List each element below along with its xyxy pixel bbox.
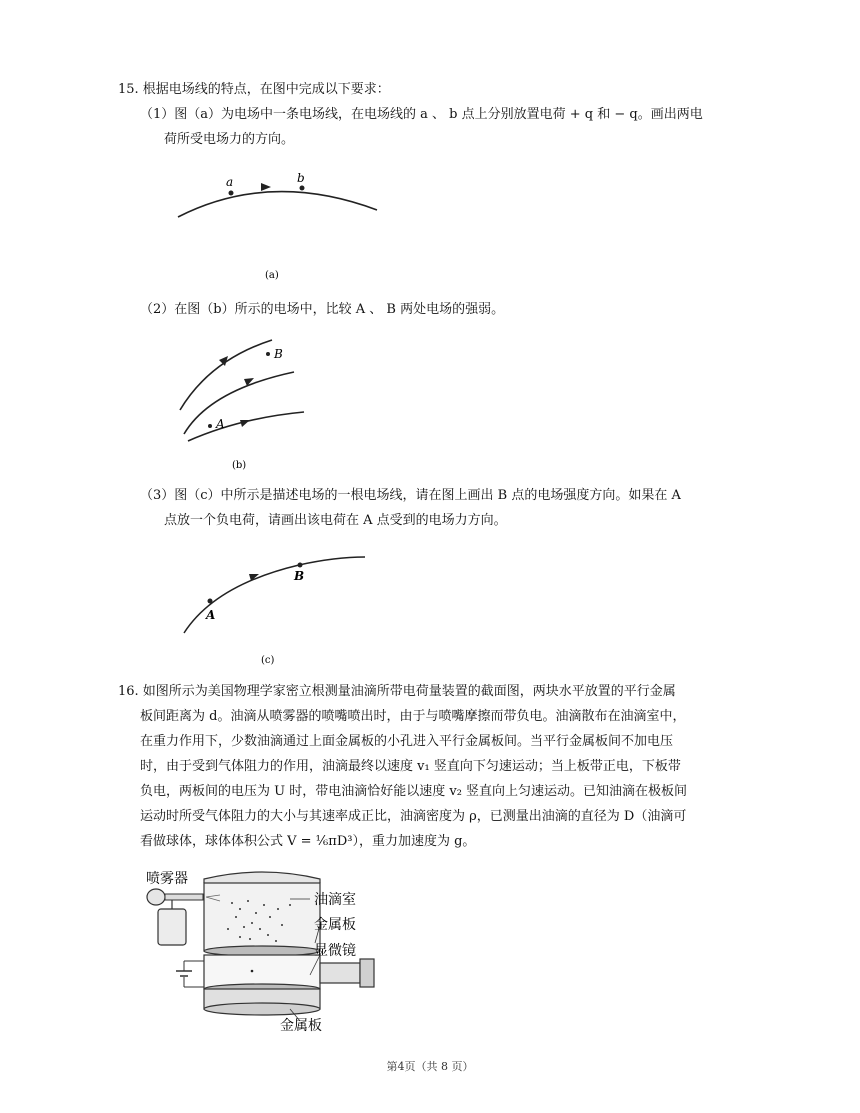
sprayer-neck — [165, 894, 203, 900]
millikan-apparatus-diagram — [140, 865, 385, 1035]
label-sprayer: 喷雾器 — [146, 871, 188, 887]
caption-b: (b) — [232, 460, 247, 471]
point-B — [266, 352, 270, 356]
label-microscope: 显微镜 — [314, 943, 356, 959]
q15-part3-line1: （3）图（c）中所示是描述电场的一根电场线，请在图上画出 B 点的电场强度方向。如果在 A — [140, 488, 681, 503]
sprayer-bulb — [147, 889, 165, 905]
point-a — [229, 191, 234, 196]
q16-line1: 16. 如图所示为美国物理学家密立根测量油滴所带电荷量装置的截面图，两块水平放置的平行金属 — [118, 684, 676, 699]
label-metal-plate-bottom: 金属板 — [280, 1018, 322, 1034]
q16-line2: 板间距离为 d。油滴从喷雾器的喷嘴喷出时，由于与喷嘴摩擦而带负电。油滴散布在油滴室中， — [140, 709, 686, 724]
caption-a: (a) — [265, 270, 279, 281]
point-B-c — [298, 563, 303, 568]
label-oil-chamber: 油滴室 — [314, 892, 356, 908]
figure-a — [170, 160, 380, 290]
q16-line6: 运动时所受气体阻力的大小与其速率成正比，油滴密度为 ρ，已测量出油滴的直径为 D（油滴可 — [140, 809, 687, 824]
chamber-bottom — [204, 1003, 320, 1015]
sprayer-bottle — [158, 909, 186, 945]
label-a: a — [226, 175, 234, 189]
label-B: B — [274, 347, 283, 361]
field-line-a — [178, 192, 377, 217]
arrowhead-a — [261, 183, 271, 191]
droplet-between-plates — [251, 970, 254, 973]
label-A-c: A — [206, 608, 216, 622]
q15-part3-line2: 点放一个负电荷，请画出该电荷在 A 点受到的电场力方向。 — [164, 513, 507, 528]
page-footer: 第4页（共 8 页） — [386, 1060, 474, 1073]
figure-c — [175, 545, 375, 670]
q16-line7: 看做球体，球体体积公式 V = ⅙πD³），重力加速度为 g。 — [140, 834, 476, 849]
q15-title: 15. 根据电场线的特点，在图中完成以下要求： — [118, 82, 390, 97]
label-B-c: B — [294, 569, 305, 583]
q15-part1-line1: （1）图（a）为电场中一条电场线，在电场线的 a 、 b 点上分别放置电荷 + q 和 − q。画出两电 — [140, 107, 703, 122]
point-A — [208, 424, 212, 428]
chamber-dome — [204, 872, 320, 883]
figure-b — [170, 330, 310, 475]
microscope-tube — [320, 963, 360, 983]
q16-line3: 在重力作用下，少数油滴通过上面金属板的小孔进入平行金属板间。当平行金属板间不加电压 — [140, 734, 674, 749]
field-line-b2 — [184, 372, 294, 434]
oil-chamber-body — [204, 883, 320, 951]
microscope-eyepiece — [360, 959, 374, 987]
point-A-c — [208, 599, 213, 604]
q15-part1-line2: 荷所受电场力的方向。 — [164, 132, 295, 147]
q15-part2: （2）在图（b）所示的电场中，比较 A 、 B 两处电场的强弱。 — [140, 302, 505, 317]
label-A: A — [216, 417, 225, 431]
label-metal-plate-top: 金属板 — [314, 917, 356, 933]
label-b: b — [297, 171, 305, 185]
q16-line4: 时，由于受到气体阻力的作用，油滴最终以速度 v₁ 竖直向下匀速运动；当上板带正电，下板带 — [140, 759, 681, 774]
field-line-b3 — [188, 412, 304, 441]
field-line-b1 — [180, 340, 272, 410]
arrowhead-b3 — [240, 420, 250, 427]
caption-c: (c) — [261, 655, 275, 666]
point-b — [300, 186, 305, 191]
q16-line5: 负电，两板间的电压为 U 时，带电油滴恰好能以速度 v₂ 竖直向上匀速运动。已知油滴在极板间 — [140, 784, 688, 799]
